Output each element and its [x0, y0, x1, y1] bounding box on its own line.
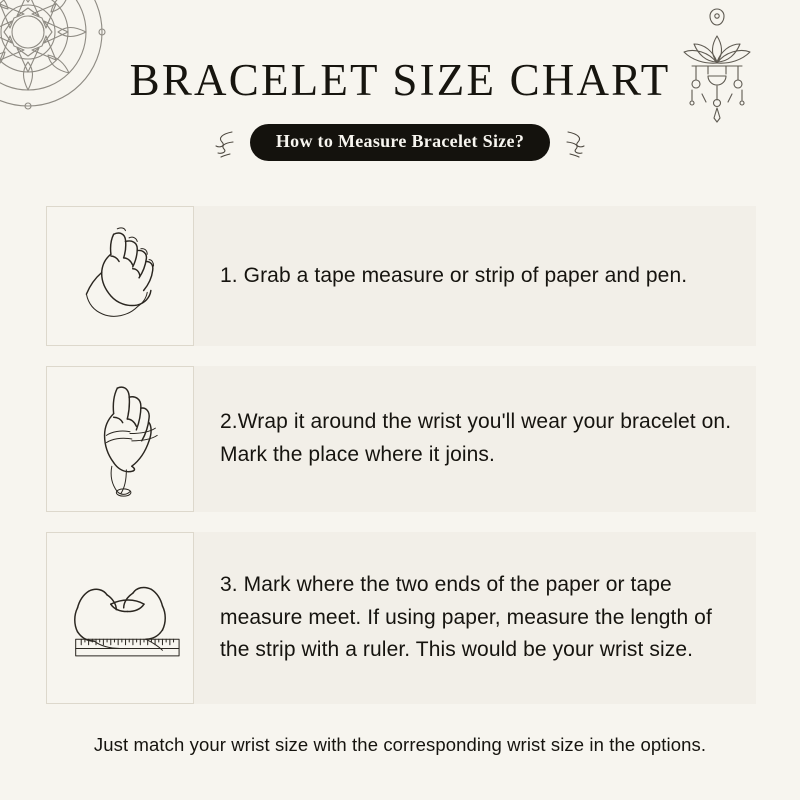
- step-item: [46, 532, 756, 704]
- step-item: [46, 206, 756, 346]
- subtitle-pill: How to Measure Bracelet Size?: [250, 124, 550, 161]
- step-text: 1. Grab a tape measure or strip of paper and pen.: [220, 263, 688, 287]
- hands-measuring-ruler-illustration: [46, 532, 194, 704]
- page-title: BRACELET SIZE CHART: [129, 55, 671, 105]
- step-item: [46, 366, 756, 512]
- flourish-right-icon: [562, 128, 588, 158]
- hand-wrapping-tape-illustration: [46, 366, 194, 512]
- subtitle-row: [0, 124, 800, 161]
- footer-note: Just match your wrist size with the corresponding wrist size in the options.: [93, 734, 707, 755]
- steps-list: [0, 206, 800, 724]
- hand-fist-illustration: [46, 206, 194, 346]
- flourish-left-icon: [212, 128, 238, 158]
- step-text: 2.Wrap it around the wrist you'll wear your bracelet on. Mark the place where it joins.: [220, 410, 732, 466]
- step-text: 3. Mark where the two ends of the paper or tape measure meet. If using paper, measure the length of the strip with a ruler. This would be your wrist size.: [220, 573, 712, 662]
